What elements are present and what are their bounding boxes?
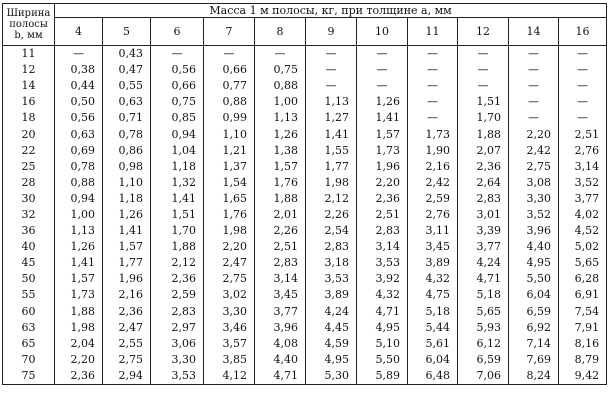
mass-cell: —: [559, 94, 607, 110]
mass-cell: 1,41: [151, 191, 204, 207]
mass-cell: 1,57: [357, 126, 408, 142]
mass-cell: 1,41: [306, 126, 357, 142]
mass-cell: 1,96: [357, 159, 408, 175]
mass-cell: 7,54: [559, 304, 607, 320]
mass-cell: 5,50: [509, 271, 559, 287]
mass-cell: 2,42: [509, 143, 559, 159]
mass-cell: 6,92: [509, 320, 559, 336]
mass-cell: 1,88: [255, 191, 306, 207]
mass-cell: 0,78: [55, 159, 103, 175]
mass-cell: 3,89: [306, 287, 357, 303]
thickness-header: 11: [408, 18, 458, 46]
mass-cell: 2,47: [204, 255, 255, 271]
mass-cell: 3,14: [357, 239, 408, 255]
mass-cell: 4,75: [408, 287, 458, 303]
mass-cell: 0,71: [103, 110, 151, 126]
mass-cell: 2,54: [306, 223, 357, 239]
mass-cell: 5,50: [357, 352, 408, 368]
mass-cell: 3,30: [509, 191, 559, 207]
mass-cell: —: [408, 78, 458, 94]
width-cell: 32: [3, 207, 55, 223]
table-row: [3, 175, 607, 191]
mass-cell: 6,48: [408, 368, 458, 385]
mass-cell: 0,85: [151, 110, 204, 126]
mass-cell: 1,88: [458, 126, 509, 142]
mass-cell: 5,02: [559, 239, 607, 255]
mass-cell: 4,59: [306, 336, 357, 352]
mass-cell: 3,57: [204, 336, 255, 352]
width-cell: 70: [3, 352, 55, 368]
mass-cell: 0,56: [151, 62, 204, 78]
mass-cell: 0,56: [55, 110, 103, 126]
thickness-header: 7: [204, 18, 255, 46]
mass-cell: 2,51: [357, 207, 408, 223]
mass-cell: 1,70: [151, 223, 204, 239]
width-cell: 11: [3, 46, 55, 63]
mass-cell: 3,08: [509, 175, 559, 191]
mass-cell: 3,45: [408, 239, 458, 255]
mass-cell: 4,24: [306, 304, 357, 320]
thickness-header: 16: [559, 18, 607, 46]
mass-cell: 0,88: [55, 175, 103, 191]
mass-cell: 1,37: [204, 159, 255, 175]
thickness-header: 6: [151, 18, 204, 46]
mass-cell: 3,11: [408, 223, 458, 239]
mass-cell: 3,52: [559, 175, 607, 191]
mass-cell: 3,89: [408, 255, 458, 271]
mass-cell: 0,43: [103, 46, 151, 63]
mass-cell: 3,92: [357, 271, 408, 287]
table-row: [3, 126, 607, 142]
mass-cell: —: [408, 110, 458, 126]
mass-cell: 0,94: [151, 126, 204, 142]
mass-cell: —: [204, 46, 255, 63]
mass-cell: 2,76: [559, 143, 607, 159]
mass-cell: 3,77: [559, 191, 607, 207]
mass-cell: 2,36: [458, 159, 509, 175]
mass-cell: 3,06: [151, 336, 204, 352]
width-cell: 12: [3, 62, 55, 78]
table-row: [3, 191, 607, 207]
table-row: [3, 207, 607, 223]
mass-cell: —: [408, 94, 458, 110]
mass-cell: 4,71: [458, 271, 509, 287]
mass-cell: —: [458, 78, 509, 94]
mass-cell: 0,86: [103, 143, 151, 159]
mass-cell: 0,94: [55, 191, 103, 207]
mass-cell: 4,95: [509, 255, 559, 271]
mass-cell: 2,83: [151, 304, 204, 320]
mass-cell: 6,12: [458, 336, 509, 352]
mass-cell: 3,30: [204, 304, 255, 320]
mass-cell: 1,38: [255, 143, 306, 159]
mass-cell: 7,69: [509, 352, 559, 368]
mass-cell: —: [559, 46, 607, 63]
mass-cell: 3,96: [255, 320, 306, 336]
mass-cell: 3,53: [357, 255, 408, 271]
width-cell: 20: [3, 126, 55, 142]
width-cell: 63: [3, 320, 55, 336]
mass-cell: 5,65: [458, 304, 509, 320]
mass-cell: 5,89: [357, 368, 408, 385]
mass-cell: 0,55: [103, 78, 151, 94]
mass-cell: —: [357, 78, 408, 94]
table-row: [3, 255, 607, 271]
mass-cell: 2,36: [55, 368, 103, 385]
mass-cell: 0,63: [55, 126, 103, 142]
mass-cell: 3,53: [151, 368, 204, 385]
mass-cell: 1,21: [204, 143, 255, 159]
width-cell: 28: [3, 175, 55, 191]
mass-cell: 1,04: [151, 143, 204, 159]
mass-group-header: Масса 1 м полосы, кг, при толщине a, мм: [55, 4, 607, 18]
mass-cell: —: [509, 94, 559, 110]
mass-cell: 3,18: [306, 255, 357, 271]
mass-cell: 0,63: [103, 94, 151, 110]
mass-cell: 2,47: [103, 320, 151, 336]
table-row: [3, 368, 607, 385]
mass-cell: 1,26: [255, 126, 306, 142]
mass-cell: 1,73: [357, 143, 408, 159]
mass-cell: 1,00: [55, 207, 103, 223]
mass-cell: 1,18: [151, 159, 204, 175]
mass-cell: 3,77: [458, 239, 509, 255]
table-row: [3, 352, 607, 368]
mass-cell: 6,59: [458, 352, 509, 368]
thickness-header: 5: [103, 18, 151, 46]
mass-cell: 2,20: [55, 352, 103, 368]
mass-cell: 4,71: [357, 304, 408, 320]
table-row: [3, 320, 607, 336]
table-row: [3, 223, 607, 239]
mass-cell: 1,26: [357, 94, 408, 110]
mass-cell: —: [509, 110, 559, 126]
width-cell: 16: [3, 94, 55, 110]
mass-cell: 0,88: [204, 94, 255, 110]
mass-cell: 2,26: [255, 223, 306, 239]
mass-cell: 1,55: [306, 143, 357, 159]
mass-cell: —: [55, 46, 103, 63]
mass-cell: 1,88: [151, 239, 204, 255]
mass-cell: 4,24: [458, 255, 509, 271]
mass-cell: 6,04: [408, 352, 458, 368]
mass-cell: 1,00: [255, 94, 306, 110]
mass-cell: 1,76: [204, 207, 255, 223]
table-row: [3, 287, 607, 303]
mass-cell: 6,04: [509, 287, 559, 303]
mass-cell: 1,98: [55, 320, 103, 336]
mass-cell: 8,24: [509, 368, 559, 385]
mass-cell: 1,26: [103, 207, 151, 223]
mass-cell: 0,47: [103, 62, 151, 78]
thickness-header: 14: [509, 18, 559, 46]
mass-cell: 5,93: [458, 320, 509, 336]
mass-cell: 1,41: [103, 223, 151, 239]
mass-cell: 6,59: [509, 304, 559, 320]
width-cell: 55: [3, 287, 55, 303]
table-row: [3, 271, 607, 287]
mass-cell: 2,94: [103, 368, 151, 385]
mass-cell: —: [255, 46, 306, 63]
mass-cell: 2,83: [357, 223, 408, 239]
mass-cell: 5,18: [458, 287, 509, 303]
mass-cell: 0,50: [55, 94, 103, 110]
mass-cell: 4,32: [357, 287, 408, 303]
mass-cell: —: [509, 46, 559, 63]
mass-cell: 1,70: [458, 110, 509, 126]
mass-cell: 0,38: [55, 62, 103, 78]
mass-cell: 3,01: [458, 207, 509, 223]
mass-cell: 5,30: [306, 368, 357, 385]
mass-cell: 1,73: [55, 287, 103, 303]
mass-cell: 6,91: [559, 287, 607, 303]
mass-cell: 3,77: [255, 304, 306, 320]
width-cell: 30: [3, 191, 55, 207]
mass-cell: 1,57: [55, 271, 103, 287]
mass-cell: 0,75: [255, 62, 306, 78]
width-cell: 50: [3, 271, 55, 287]
mass-cell: 8,16: [559, 336, 607, 352]
mass-cell: —: [357, 46, 408, 63]
width-cell: 45: [3, 255, 55, 271]
mass-cell: 2,75: [103, 352, 151, 368]
width-cell: 65: [3, 336, 55, 352]
mass-cell: —: [509, 78, 559, 94]
mass-cell: 3,53: [306, 271, 357, 287]
mass-cell: 1,90: [408, 143, 458, 159]
mass-cell: 1,98: [306, 175, 357, 191]
mass-cell: 3,96: [509, 223, 559, 239]
width-cell: 14: [3, 78, 55, 94]
mass-cell: 3,30: [151, 352, 204, 368]
mass-cell: —: [559, 62, 607, 78]
table-row: [3, 143, 607, 159]
mass-cell: —: [559, 110, 607, 126]
thickness-header: 8: [255, 18, 306, 46]
mass-cell: 4,45: [306, 320, 357, 336]
mass-cell: 2,59: [151, 287, 204, 303]
mass-cell: 1,10: [204, 126, 255, 142]
mass-cell: 4,95: [306, 352, 357, 368]
width-cell: 40: [3, 239, 55, 255]
mass-cell: 2,20: [509, 126, 559, 142]
mass-cell: 2,83: [255, 255, 306, 271]
corner-header-line-3: b, мм: [14, 30, 43, 41]
mass-cell: 2,07: [458, 143, 509, 159]
mass-cell: 1,18: [103, 191, 151, 207]
width-cell: 36: [3, 223, 55, 239]
mass-cell: 1,65: [204, 191, 255, 207]
mass-cell: 2,01: [255, 207, 306, 223]
mass-cell: —: [559, 78, 607, 94]
mass-cell: —: [306, 78, 357, 94]
mass-cell: —: [151, 46, 204, 63]
mass-cell: 4,52: [559, 223, 607, 239]
width-cell: 22: [3, 143, 55, 159]
mass-cell: 2,76: [408, 207, 458, 223]
mass-cell: 4,40: [255, 352, 306, 368]
width-cell: 75: [3, 368, 55, 385]
mass-cell: 7,06: [458, 368, 509, 385]
mass-cell: 4,95: [357, 320, 408, 336]
mass-cell: 2,16: [103, 287, 151, 303]
mass-cell: 1,13: [306, 94, 357, 110]
mass-cell: 1,77: [306, 159, 357, 175]
thickness-header: 10: [357, 18, 408, 46]
table-row: [3, 336, 607, 352]
mass-cell: 9,42: [559, 368, 607, 385]
mass-cell: 2,51: [559, 126, 607, 142]
mass-cell: 1,73: [408, 126, 458, 142]
mass-cell: 2,20: [204, 239, 255, 255]
mass-cell: 1,51: [458, 94, 509, 110]
mass-cell: 1,27: [306, 110, 357, 126]
mass-cell: 2,83: [458, 191, 509, 207]
mass-cell: 1,88: [55, 304, 103, 320]
mass-cell: 2,04: [55, 336, 103, 352]
mass-cell: 0,66: [204, 62, 255, 78]
width-cell: 18: [3, 110, 55, 126]
mass-cell: 8,79: [559, 352, 607, 368]
mass-cell: 1,76: [255, 175, 306, 191]
mass-cell: 4,02: [559, 207, 607, 223]
mass-cell: 3,52: [509, 207, 559, 223]
mass-cell: 2,64: [458, 175, 509, 191]
mass-cell: 5,65: [559, 255, 607, 271]
table-row: [3, 94, 607, 110]
mass-cell: 1,98: [204, 223, 255, 239]
mass-cell: 1,51: [151, 207, 204, 223]
mass-cell: 3,14: [255, 271, 306, 287]
mass-cell: 3,39: [458, 223, 509, 239]
mass-cell: 4,08: [255, 336, 306, 352]
table-row: [3, 62, 607, 78]
mass-cell: 2,12: [151, 255, 204, 271]
mass-cell: 1,96: [103, 271, 151, 287]
mass-cell: 1,13: [55, 223, 103, 239]
mass-cell: 2,36: [151, 271, 204, 287]
mass-cell: 2,36: [103, 304, 151, 320]
table-row: [3, 46, 607, 63]
mass-cell: 3,14: [559, 159, 607, 175]
table-row: [3, 239, 607, 255]
mass-cell: 5,18: [408, 304, 458, 320]
mass-cell: 2,16: [408, 159, 458, 175]
width-column-header: [3, 4, 55, 46]
corner-header-line-1: Ширина: [6, 8, 51, 19]
mass-cell: 5,10: [357, 336, 408, 352]
mass-cell: 4,40: [509, 239, 559, 255]
mass-cell: —: [458, 62, 509, 78]
mass-cell: 5,44: [408, 320, 458, 336]
mass-cell: 1,41: [55, 255, 103, 271]
mass-cell: 2,12: [306, 191, 357, 207]
mass-cell: 1,26: [55, 239, 103, 255]
mass-cell: 1,54: [204, 175, 255, 191]
mass-cell: 4,12: [204, 368, 255, 385]
mass-cell: 2,83: [306, 239, 357, 255]
mass-cell: 5,61: [408, 336, 458, 352]
mass-cell: 0,66: [151, 78, 204, 94]
mass-cell: 7,91: [559, 320, 607, 336]
mass-cell: 4,32: [408, 271, 458, 287]
mass-cell: 0,78: [103, 126, 151, 142]
mass-cell: 0,98: [103, 159, 151, 175]
mass-cell: 0,75: [151, 94, 204, 110]
width-cell: 25: [3, 159, 55, 175]
mass-cell: —: [458, 46, 509, 63]
mass-cell: 2,36: [357, 191, 408, 207]
mass-cell: 6,28: [559, 271, 607, 287]
mass-cell: —: [306, 62, 357, 78]
mass-cell: 2,55: [103, 336, 151, 352]
mass-cell: 3,02: [204, 287, 255, 303]
mass-cell: 2,59: [408, 191, 458, 207]
mass-cell: 2,20: [357, 175, 408, 191]
thickness-header: 9: [306, 18, 357, 46]
table-row: [3, 78, 607, 94]
mass-cell: 1,57: [103, 239, 151, 255]
table-row: [3, 304, 607, 320]
mass-cell: —: [306, 46, 357, 63]
mass-cell: 3,85: [204, 352, 255, 368]
mass-cell: —: [408, 62, 458, 78]
mass-cell: 2,51: [255, 239, 306, 255]
mass-cell: 1,10: [103, 175, 151, 191]
mass-cell: 0,99: [204, 110, 255, 126]
mass-cell: 0,88: [255, 78, 306, 94]
mass-cell: 0,44: [55, 78, 103, 94]
mass-cell: —: [509, 62, 559, 78]
mass-cell: 3,46: [204, 320, 255, 336]
mass-cell: 2,75: [204, 271, 255, 287]
strip-mass-table: [2, 3, 607, 385]
mass-cell: 1,13: [255, 110, 306, 126]
mass-cell: 4,71: [255, 368, 306, 385]
mass-cell: 0,77: [204, 78, 255, 94]
mass-cell: 2,97: [151, 320, 204, 336]
mass-cell: 1,41: [357, 110, 408, 126]
corner-header-line-2: полосы: [9, 19, 48, 30]
mass-cell: 3,45: [255, 287, 306, 303]
thickness-header: 12: [458, 18, 509, 46]
table-row: [3, 110, 607, 126]
mass-cell: 1,77: [103, 255, 151, 271]
table-row: [3, 159, 607, 175]
thickness-header: 4: [55, 18, 103, 46]
mass-cell: 1,57: [255, 159, 306, 175]
mass-cell: 7,14: [509, 336, 559, 352]
width-cell: 60: [3, 304, 55, 320]
mass-cell: 0,69: [55, 143, 103, 159]
mass-cell: 2,75: [509, 159, 559, 175]
mass-cell: —: [357, 62, 408, 78]
mass-cell: 2,42: [408, 175, 458, 191]
mass-cell: —: [408, 46, 458, 63]
mass-cell: 1,32: [151, 175, 204, 191]
mass-cell: 2,26: [306, 207, 357, 223]
